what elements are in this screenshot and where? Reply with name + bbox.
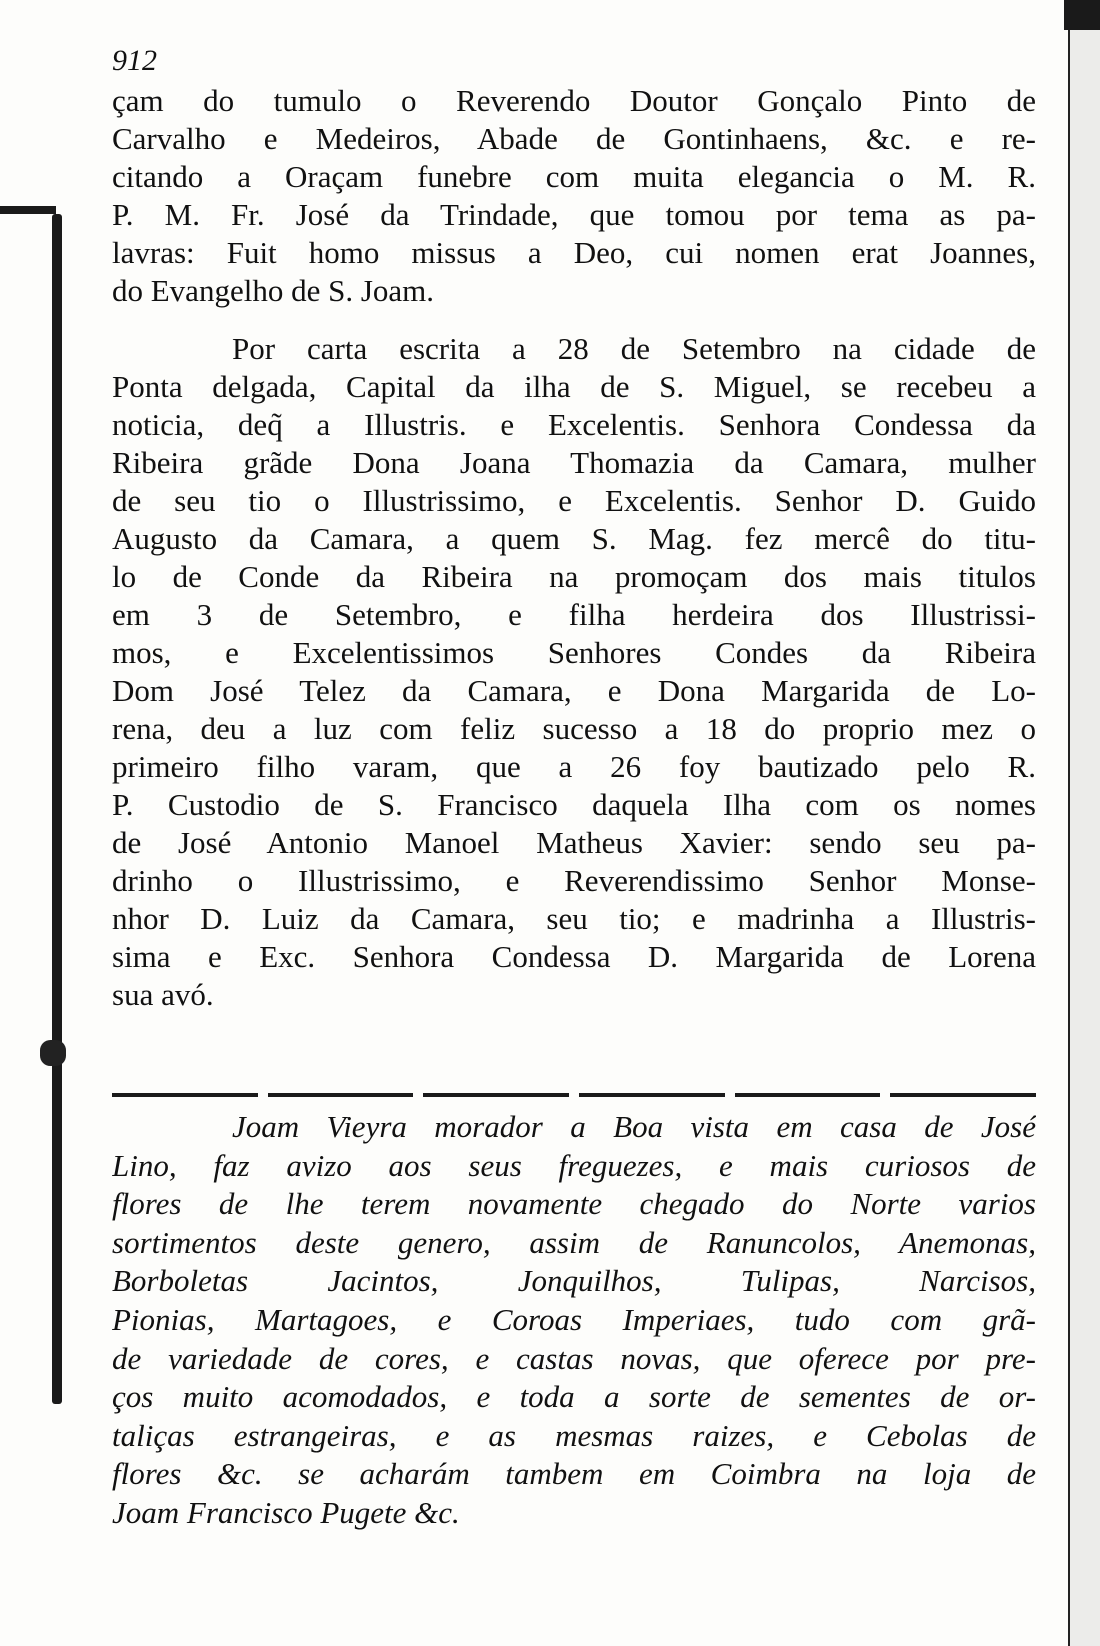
text-line: flores &c. se acharám tambem em Coimbra na loja de — [112, 1456, 1036, 1492]
page-number: 912 — [112, 44, 157, 77]
binding-line — [52, 214, 62, 1404]
text-line: citando a Oraçam funebre com muita elegancia o M. R. — [112, 159, 1036, 194]
text-line: de José Antonio Manoel Matheus Xavier: sendo seu pa- — [112, 825, 1036, 860]
flower-advertisement — [112, 1108, 1036, 1533]
text-line: Lino, faz avizo aos seus freguezes, e mais curiosos de — [112, 1147, 1036, 1183]
text-line: drinho o Illustrissimo, e Reverendissimo Senhor Monse- — [112, 863, 1036, 898]
text-line: P. Custodio de S. Francisco daquela Ilha com os nomes — [112, 787, 1036, 822]
text-line: mos, e Excelentissimos Senhores Condes da Ribeira — [112, 635, 1036, 670]
ink-blot — [40, 1040, 66, 1066]
text-line: Ponta delgada, Capital da ilha de S. Miguel, se recebeu a — [112, 369, 1036, 404]
divider-segment — [735, 1093, 881, 1097]
text-line: nhor D. Luiz da Camara, seu tio; e madrinha a Illustris- — [112, 901, 1036, 936]
divider-segment — [890, 1093, 1036, 1097]
page-edge-shadow — [1068, 0, 1100, 1646]
text-line: sima e Exc. Senhora Condessa D. Margarida de Lorena — [112, 939, 1036, 974]
text-line: ços muito acomodados, e toda a sorte de sementes de or- — [112, 1379, 1036, 1415]
text-line: çam do tumulo o Reverendo Doutor Gonçalo Pinto de — [112, 83, 1036, 118]
text-line: noticia, deq̃ a Illustris. e Excelentis. Senhora Condessa da — [112, 407, 1036, 442]
text-line: Joam Francisco Pugete &c. — [112, 1494, 460, 1530]
birth-news-paragraph — [112, 330, 1036, 1014]
text-line: lo de Conde da Ribeira na promoçam dos mais titulos — [112, 559, 1036, 594]
binding-tick — [0, 206, 56, 214]
divider-segment — [112, 1093, 258, 1097]
text-line: taliças estrangeiras, e as mesmas raizes, e Cebolas de — [112, 1417, 1036, 1453]
page-corner-dark — [1064, 0, 1100, 30]
text-line: Pionias, Martagoes, e Coroas Imperiaes, tudo com grã- — [112, 1301, 1036, 1337]
divider-segment — [423, 1093, 569, 1097]
text-line: Ribeira grãde Dona Joana Thomazia da Camara, mulher — [112, 445, 1036, 480]
text-line: do Evangelho de S. Joam. — [112, 273, 435, 308]
divider-segment — [579, 1093, 725, 1097]
text-line: sua avó. — [112, 977, 214, 1012]
text-line: Dom José Telez da Camara, e Dona Margarida de Lo- — [112, 673, 1036, 708]
text-line: sortimentos deste genero, assim de Ranuncolos, Anemonas, — [112, 1224, 1036, 1260]
text-line: de variedade de cores, e castas novas, que oferece por pre- — [112, 1340, 1036, 1376]
text-line: lavras: Fuit homo missus a Deo, cui nomen erat Joannes, — [112, 235, 1036, 270]
text-line: rena, deu a luz com feliz sucesso a 18 do proprio mez o — [112, 711, 1036, 746]
divider-segment — [268, 1093, 414, 1097]
text-line: flores de lhe terem novamente chegado do Norte varios — [112, 1186, 1036, 1222]
text-line: Joam Vieyra morador a Boa vista em casa de José — [232, 1109, 1036, 1144]
text-line: Borboletas Jacintos, Jonquilhos, Tulipas, Narcisos, — [112, 1263, 1036, 1299]
text-line: de seu tio o Illustrissimo, e Excelentis. Senhor D. Guido — [112, 483, 1036, 518]
funeral-paragraph — [112, 82, 1036, 310]
text-line: P. M. Fr. José da Trindade, que tomou por tema as pa- — [112, 197, 1036, 232]
text-line: Carvalho e Medeiros, Abade de Gontinhaens, &c. e re- — [112, 121, 1036, 156]
text-line: primeiro filho varam, que a 26 foy bautizado pelo R. — [112, 749, 1036, 784]
text-line: Por carta escrita a 28 de Setembro na cidade de — [232, 331, 1036, 366]
text-line: Augusto da Camara, a quem S. Mag. fez mercê do titu- — [112, 521, 1036, 556]
text-line: em 3 de Setembro, e filha herdeira dos Illustrissi- — [112, 597, 1036, 632]
section-divider — [112, 1093, 1036, 1099]
